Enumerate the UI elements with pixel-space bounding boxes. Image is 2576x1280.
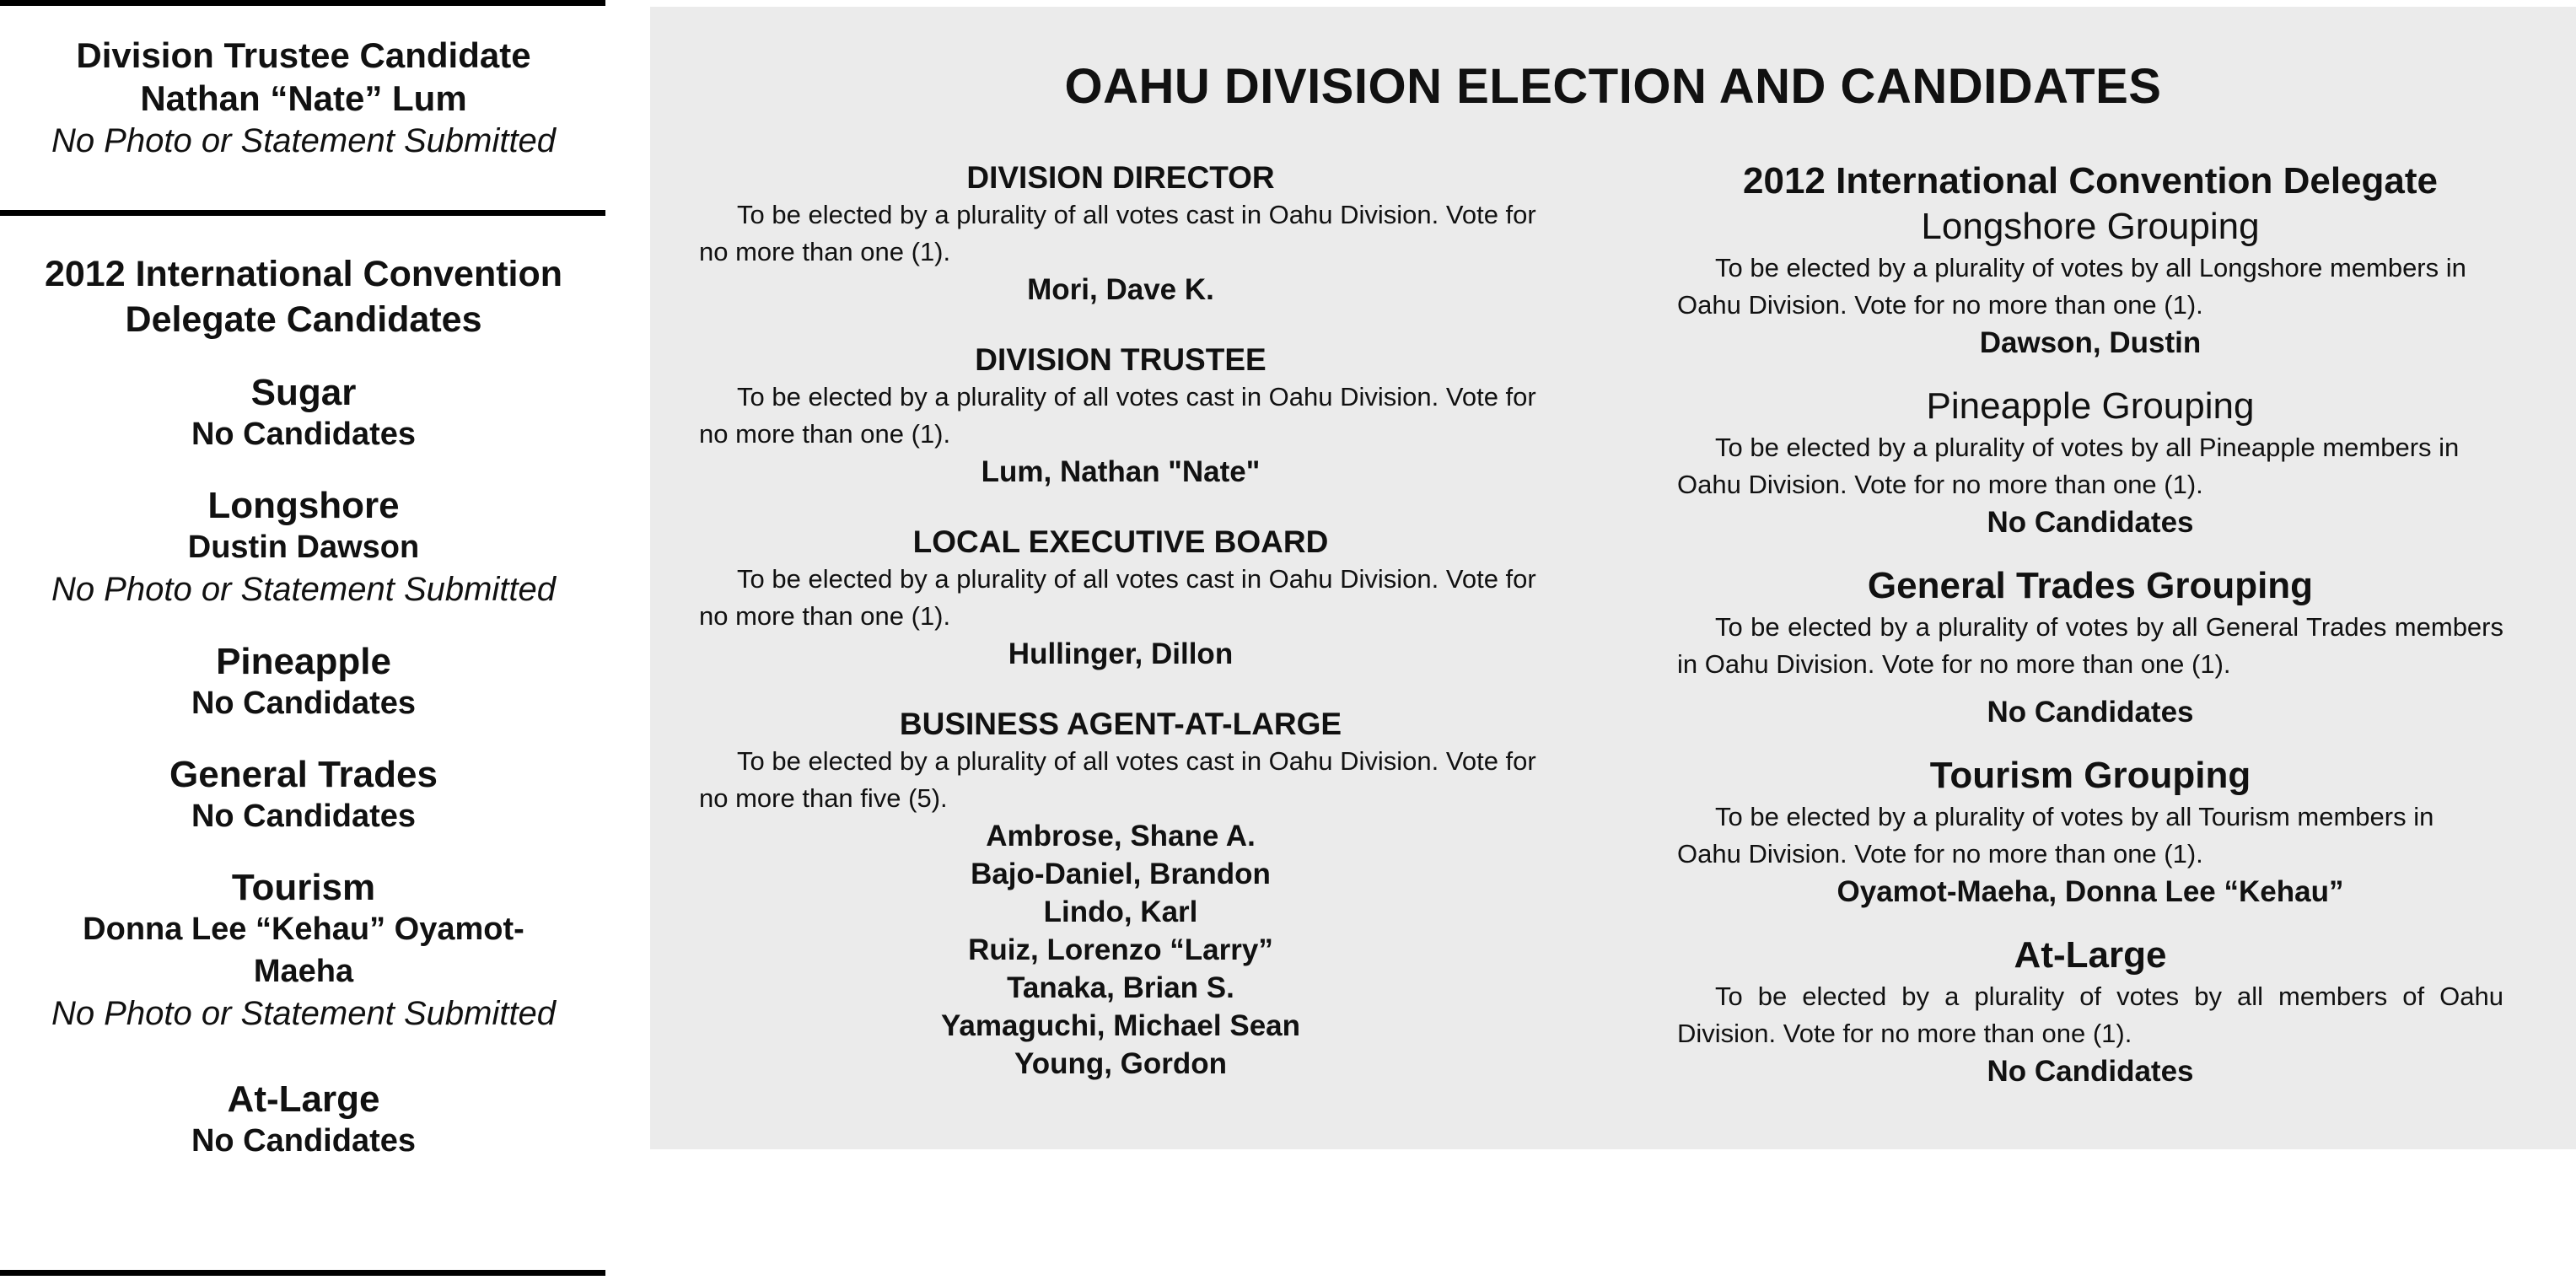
delegate-group-tourism — [0, 868, 607, 1035]
section-heading: DIVISION TRUSTEE — [975, 342, 1266, 377]
delegate-group-pineapple — [0, 642, 607, 724]
convention-heading: 2012 International Convention Delegate — [1743, 160, 2438, 202]
group-value: Donna Lee “Kehau” Oyamot-Maeha — [83, 912, 524, 989]
group-name: Sugar — [250, 372, 357, 413]
group-name: Pineapple — [216, 641, 391, 682]
delegate-group-general-trades — [0, 755, 607, 837]
panel-title: OAHU DIVISION ELECTION AND CANDIDATES — [1064, 59, 2162, 114]
candidate-name: Lum, Nathan "Nate" — [981, 455, 1261, 488]
grouping-candidates: No Candidates — [1987, 696, 2194, 729]
group-note: No Photo or Statement Submitted — [51, 571, 557, 608]
section-heading: BUSINESS AGENT-AT-LARGE — [899, 707, 1342, 741]
candidate-name: Ambrose, Shane A. — [986, 820, 1256, 852]
grouping-at-large — [1677, 933, 2503, 1090]
group-value: Dustin Dawson — [187, 530, 420, 565]
grouping-name: Pineapple Grouping — [1926, 385, 2255, 427]
section-description: To be elected by a plurality of all votes cast in Oahu Division. Vote for no more than five (5). — [699, 746, 1536, 813]
section-heading: DIVISION DIRECTOR — [966, 160, 1275, 195]
group-name: At-Large — [227, 1078, 380, 1120]
group-name: Longshore — [207, 485, 400, 526]
section-description: To be elected by a plurality of all votes cast in Oahu Division. Vote for no more than one (1). — [699, 564, 1536, 631]
group-note: No Photo or Statement Submitted — [51, 995, 557, 1032]
candidate-name: Bajo-Daniel, Brandon — [971, 858, 1271, 890]
offices-column — [699, 159, 1542, 1115]
candidate-name: Ruiz, Lorenzo “Larry” — [968, 933, 1273, 966]
group-value: No Candidates — [191, 686, 417, 721]
section-division-trustee — [699, 341, 1542, 491]
candidate-name: Mori, Dave K. — [1027, 273, 1214, 306]
grouping-name: Longshore Grouping — [1921, 206, 2260, 247]
group-name: General Trades — [169, 754, 438, 795]
candidate-name: Yamaguchi, Michael Sean — [941, 1009, 1300, 1042]
grouping-name: Tourism Grouping — [1929, 755, 2251, 796]
grouping-name: At-Large — [2014, 934, 2167, 976]
grouping-description: To be elected by a plurality of votes by all General Trades members in Oahu Division. Vote for no more than one (1). — [1677, 612, 2503, 679]
top-divider — [0, 0, 605, 6]
candidate-name: Tanaka, Brian S. — [1007, 971, 1234, 1004]
candidate-name: Lindo, Karl — [1043, 895, 1198, 928]
section-business-agent-at-large — [699, 705, 1542, 1083]
section-description: To be elected by a plurality of all votes cast in Oahu Division. Vote for no more than one (1). — [699, 200, 1536, 266]
candidate-name: Hullinger, Dillon — [1008, 637, 1234, 670]
section-local-executive-board — [699, 523, 1542, 673]
delegate-group-longshore — [0, 486, 607, 611]
grouping-description: To be elected by a plurality of votes by all members of Oahu Division. Vote for no more than one (1). — [1677, 982, 2503, 1048]
group-value: No Candidates — [191, 1123, 417, 1159]
delegate-group-at-large — [0, 1079, 607, 1162]
grouping-general-trades — [1677, 563, 2503, 731]
section-description: To be elected by a plurality of all votes cast in Oahu Division. Vote for no more than one (1). — [699, 382, 1536, 449]
left-sidebar — [0, 0, 607, 1280]
trustee-candidate-note: No Photo or Statement Submitted — [51, 122, 557, 159]
grouping-candidates: No Candidates — [1987, 506, 2194, 539]
delegate-candidates-title-line1: 2012 International Convention — [44, 254, 563, 294]
election-panel — [650, 7, 2576, 1149]
trustee-candidate-title: Division Trustee Candidate — [76, 35, 531, 75]
section-heading: LOCAL EXECUTIVE BOARD — [912, 524, 1329, 559]
grouping-candidates: Dawson, Dustin — [1979, 326, 2202, 359]
group-value: No Candidates — [191, 417, 417, 452]
group-name: Tourism — [231, 867, 376, 908]
delegate-candidates-title-line2: Delegate Candidates — [125, 299, 482, 340]
grouping-description: To be elected by a plurality of votes by all Tourism members in Oahu Division. Vote for no more than one (1). — [1677, 802, 2434, 869]
grouping-pineapple — [1677, 384, 2503, 541]
group-value: No Candidates — [191, 799, 417, 834]
trustee-candidate-name: Nathan “Nate” Lum — [140, 78, 467, 118]
delegate-candidates-block — [0, 251, 607, 1162]
grouping-description: To be elected by a plurality of votes by all Longshore members in Oahu Division. Vote for no more than one (1). — [1677, 253, 2466, 320]
convention-delegate-column — [1677, 159, 2503, 1112]
grouping-tourism — [1677, 753, 2503, 911]
section-division-director — [699, 159, 1542, 309]
trustee-candidate-block — [0, 34, 607, 163]
candidate-name: Young, Gordon — [1014, 1047, 1228, 1080]
delegate-group-sugar — [0, 373, 607, 455]
middle-divider — [0, 210, 605, 216]
grouping-candidates: No Candidates — [1987, 1055, 2194, 1088]
bottom-divider — [0, 1270, 605, 1276]
grouping-description: To be elected by a plurality of votes by all Pineapple members in Oahu Division. Vote for no more than one (1). — [1677, 433, 2460, 499]
grouping-name: General Trades Grouping — [1867, 565, 2314, 606]
grouping-candidates: Oyamot-Maeha, Donna Lee “Kehau” — [1837, 875, 2344, 908]
grouping-longshore — [1677, 204, 2503, 362]
